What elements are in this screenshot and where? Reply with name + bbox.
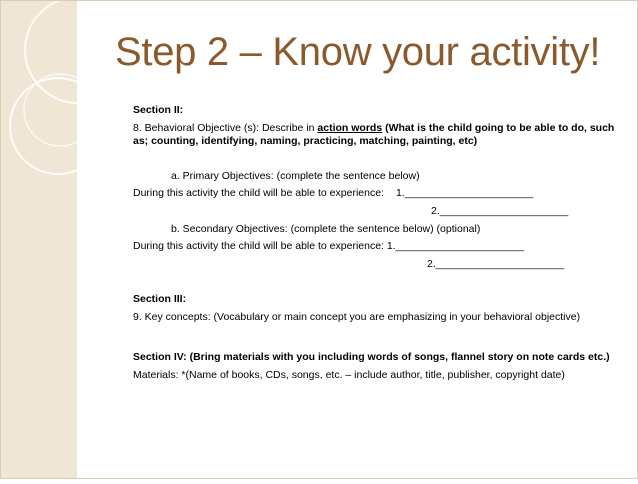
list-item [117,275,617,288]
list-item [117,122,617,148]
list-item [117,187,617,200]
materials-text: Materials: *(Name of books, CDs, songs, etc. – include author, title, publisher, copyright date) [133,368,565,381]
section-ii-heading: Section II: [133,104,184,116]
list-item [117,240,617,253]
behavioral-objective-text: 8. Behavioral Objective (s): Describe in [133,121,318,134]
experience-text-2: During this activity the child will be able to experience: 1. [133,240,396,253]
experience-text-1: During this activity the child will be able to experience: [133,187,384,200]
key-concepts-text: 9. Key concepts: (Vocabulary or main concept you are emphasizing in your behavioral objective) [133,310,581,323]
list-item [117,386,617,399]
list-item [117,258,617,271]
secondary-objectives-text: b. Secondary Objectives: (complete the sentence below) (optional) [171,222,481,235]
list-item [117,170,617,183]
list-item [117,104,617,117]
list-item [117,328,617,341]
section-iv-text: Section IV: (Bring materials with you including words of songs, flannel story on note cards etc.) [133,351,610,364]
list-item [117,351,617,364]
behavioral-objective-detail: (What is the child going to be able to do, such as; counting, identifying, naming, practicing, matching, painting, etc) [133,121,615,147]
decorative-circles [0,0,77,479]
section-iii-heading: Section III: [133,292,187,305]
list-item [117,369,617,382]
list-item [117,205,617,218]
list-item [117,223,617,236]
blank-line-2: 2.______________________ [431,204,569,217]
slide-title: Step 2 – Know your activity! [115,30,601,74]
primary-objectives-text: a. Primary Objectives: (complete the sentence below) [171,169,420,182]
bullet-list [117,104,617,422]
list-item [117,293,617,306]
blank-line-4: 2.______________________ [427,257,565,270]
action-words-text: action words [317,121,383,134]
blank-line-3: ______________________ [395,240,525,253]
list-item [117,311,617,324]
list-item [117,404,617,417]
list-item [117,152,617,165]
left-decorative-band [0,0,77,479]
blank-line-1: 1.______________________ [395,187,534,200]
